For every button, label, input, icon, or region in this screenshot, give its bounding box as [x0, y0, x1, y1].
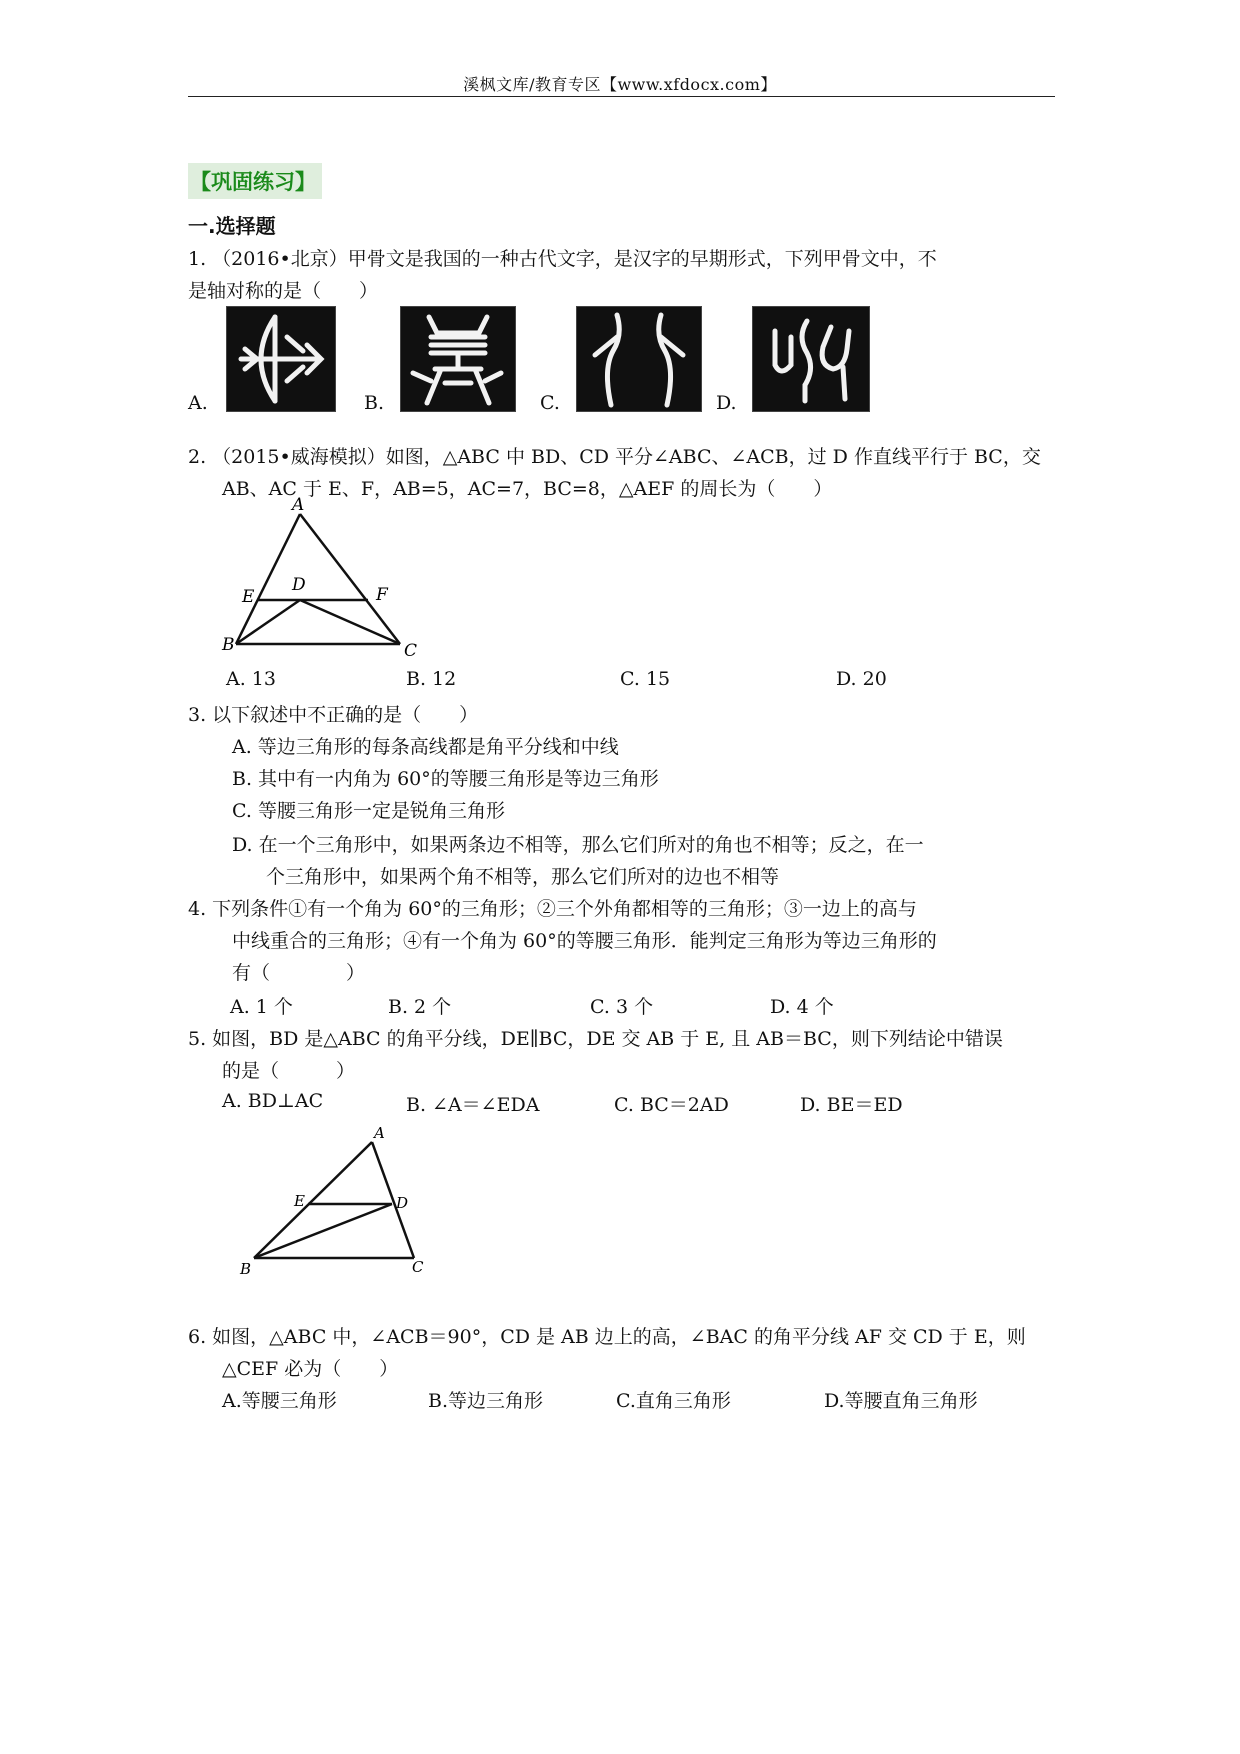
oracle-bone-bow-arrow-glyph — [226, 306, 336, 412]
q5-label-d: D — [396, 1194, 409, 1212]
q6-option-d[interactable]: D.等腰直角三角形 — [824, 1390, 978, 1412]
q2-label-b: B — [222, 635, 235, 655]
q6-option-c[interactable]: C.直角三角形 — [616, 1390, 731, 1412]
q3-option-d[interactable]: D. 在一个三角形中，如果两条边不相等，那么它们所对的角也不相等；反之，在一 — [232, 834, 924, 856]
q1-option-d-label: D. — [716, 392, 737, 414]
q3-option-d-continued: 个三角形中，如果两个角不相等，那么它们所对的边也不相等 — [266, 866, 780, 888]
q4-stem-line2: 中线重合的三角形；④有一个角为 60°的等腰三角形．能判定三角形为等边三角形的 — [232, 930, 937, 952]
q1-stem-line2: 是轴对称的是（ ） — [188, 280, 379, 302]
q5-label-b: B — [240, 1260, 252, 1278]
q5-stem-line2: 的是（ ） — [222, 1060, 356, 1082]
oracle-bone-river-glyph — [576, 306, 702, 412]
q1-stem-line1: 1. （2016•北京）甲骨文是我国的一种古代文字，是汉字的早期形式，下列甲骨文中，不 — [188, 248, 937, 270]
q4-option-a[interactable]: A. 1 个 — [230, 996, 293, 1018]
q6-stem-line2: △CEF 必为（ ） — [222, 1358, 399, 1380]
q2-option-a[interactable]: A. 13 — [226, 668, 276, 690]
q5-option-c[interactable]: C. BC＝2AD — [614, 1094, 729, 1116]
oracle-bone-flowing-glyph — [752, 306, 870, 412]
q5-option-d[interactable]: D. BE＝ED — [800, 1094, 903, 1116]
q2-label-c: C — [404, 641, 418, 661]
q3-stem: 3. 以下叙述中不正确的是（ ） — [188, 704, 479, 726]
section-title-badge: 【巩固练习】 — [188, 163, 322, 199]
q1-option-a-label: A. — [188, 392, 208, 414]
q2-stem-line1: 2. （2015•威海模拟）如图，△ABC 中 BD、CD 平分∠ABC、∠ACB，过 D 作直线平行于 BC，交 — [188, 446, 1041, 468]
q6-option-b[interactable]: B.等边三角形 — [428, 1390, 544, 1412]
q5-label-c: C — [412, 1258, 424, 1276]
section-subheading: 一.选择题 — [188, 214, 276, 238]
q5-option-b[interactable]: B. ∠A＝∠EDA — [406, 1094, 540, 1116]
q2-option-b[interactable]: B. 12 — [406, 668, 457, 690]
header-divider — [188, 96, 1055, 97]
q5-option-a[interactable]: A. BD⊥AC — [222, 1090, 324, 1112]
q1-option-c-label: C. — [540, 392, 560, 414]
q6-stem-line1: 6. 如图，△ABC 中，∠ACB＝90°，CD 是 AB 边上的高，∠BAC 的角平分线 AF 交 CD 于 E，则 — [188, 1326, 1026, 1348]
page-header: 溪枫文库/教育专区【www.xfdocx.com】 — [463, 75, 777, 94]
q5-label-e: E — [294, 1192, 305, 1210]
q2-option-d[interactable]: D. 20 — [836, 668, 887, 690]
q2-stem-line2: AB、AC 于 E、F，AB=5，AC=7，BC=8，△AEF 的周长为（ ） — [222, 478, 833, 500]
q3-option-c[interactable]: C. 等腰三角形一定是锐角三角形 — [232, 800, 505, 822]
q5-triangle-figure — [236, 1124, 436, 1284]
q4-option-c[interactable]: C. 3 个 — [590, 996, 654, 1018]
q4-option-b[interactable]: B. 2 个 — [388, 996, 452, 1018]
q1-option-b-label: B. — [364, 392, 385, 414]
q2-label-d: D — [292, 575, 306, 595]
q5-stem-line1: 5. 如图，BD 是△ABC 的角平分线，DE∥BC，DE 交 AB 于 E, 且 AB＝BC，则下列结论中错误 — [188, 1028, 1003, 1050]
q3-option-a[interactable]: A. 等边三角形的每条高线都是角平分线和中线 — [232, 736, 619, 758]
q2-label-e: E — [242, 587, 255, 607]
q6-option-a[interactable]: A.等腰三角形 — [222, 1390, 337, 1412]
q2-triangle-figure — [218, 496, 438, 662]
q3-option-b[interactable]: B. 其中有一内角为 60°的等腰三角形是等边三角形 — [232, 768, 659, 790]
q2-option-c[interactable]: C. 15 — [620, 668, 671, 690]
q2-label-a: A — [292, 496, 305, 515]
q4-option-d[interactable]: D. 4 个 — [770, 996, 834, 1018]
q2-label-f: F — [376, 585, 388, 605]
q5-label-a: A — [374, 1124, 385, 1142]
q4-stem-line3: 有（ ） — [232, 962, 366, 984]
oracle-bone-cat-glyph — [400, 306, 516, 412]
q4-stem-line1: 4. 下列条件①有一个角为 60°的三角形；②三个外角都相等的三角形；③一边上的高与 — [188, 898, 917, 920]
